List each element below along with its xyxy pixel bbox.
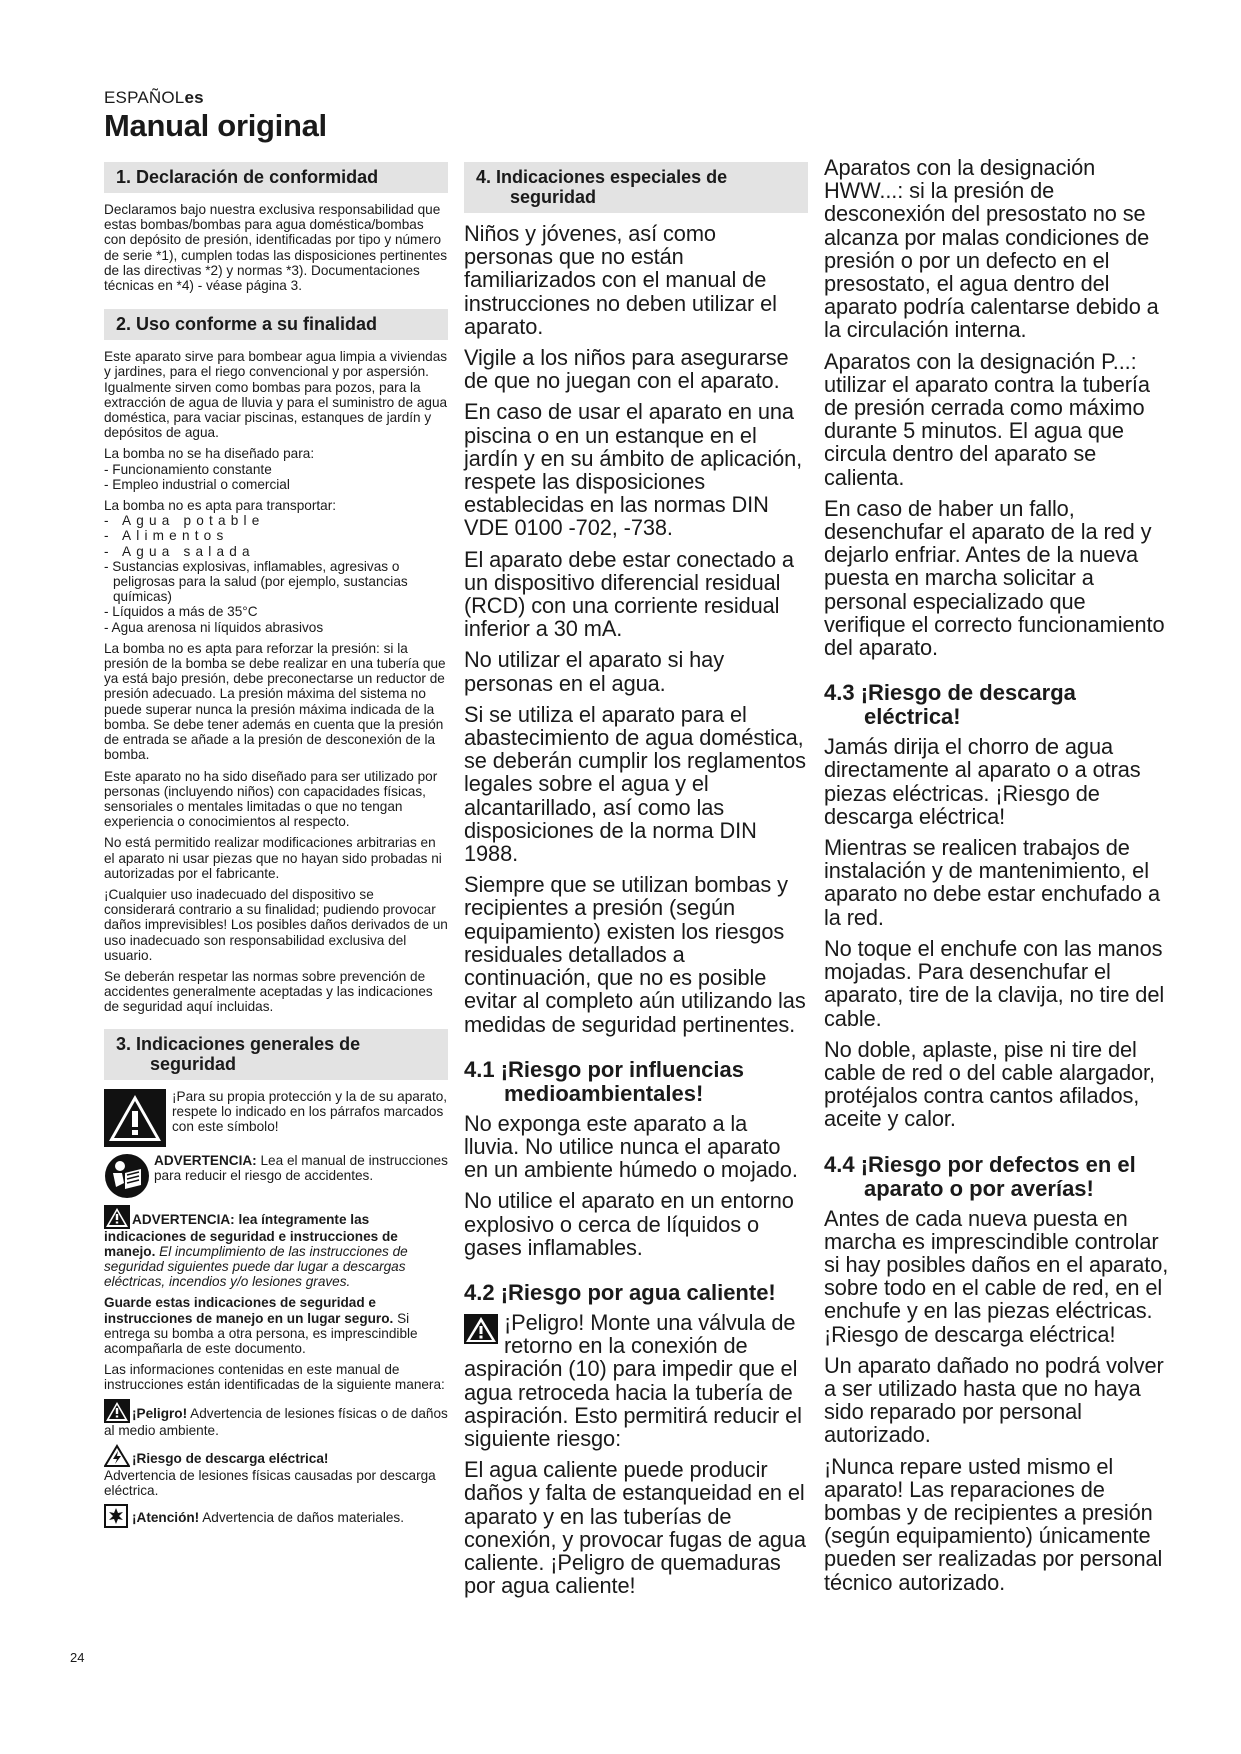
heading-line: seguridad: [150, 1053, 237, 1074]
paragraph: No utilice el aparato en un entorno explosivo o cerca de líquidos o gases inflamables.: [464, 1188, 794, 1260]
info-marking-text: Las informaciones contenidas en este manual de instrucciones están identificadas de la siguiente manera:: [104, 1362, 445, 1393]
heading-line: 4. Indicaciones especiales de: [476, 167, 728, 187]
paragraph: Aparatos con la designación P...: utilizar el aparato contra la tubería de presión cerrada como máximo durante 5 minutos. El agua que circula dentro del aparato se calienta.: [824, 348, 1150, 490]
heading-line: 4.3 ¡Riesgo de descarga: [824, 680, 1076, 706]
persons-text: Este aparato no ha sido diseñado para ser utilizado por personas (incluyendo niños) con capacidades físicas, sensoriales o mentales limitadas o que no tengan experiencia o conocimientos al respecto.: [104, 768, 438, 830]
heading-line: 4.4 ¡Riesgo por defectos en el: [824, 1151, 1136, 1177]
heading-line: medioambientales!: [504, 1080, 704, 1106]
list-item-continued: peligrosas para la salud (por ejemplo, sustancias químicas): [113, 574, 408, 605]
column-1: [104, 162, 448, 1534]
paragraph: Mientras se realicen trabajos de instalación y de mantenimiento, el aparato no debe estar enchufado a la red.: [824, 835, 1161, 930]
advertencia-full-text: [104, 1205, 448, 1290]
section-3-heading: [104, 1029, 448, 1080]
danger-triangle-icon: [104, 1399, 130, 1423]
heading-line: 3. Indicaciones generales de: [116, 1033, 361, 1054]
descarga-text: Advertencia de lesiones físicas causadas por descarga eléctrica.: [104, 1467, 436, 1498]
list-item: - Funcionamiento constante: [104, 461, 272, 477]
peligro-legend: [104, 1399, 448, 1438]
paragraph: Vigile a los niños para asegurarse de que no juegan con el aparato.: [464, 345, 789, 394]
advertencia-label: ADVERTENCIA:: [154, 1152, 257, 1168]
paragraph: Si se utiliza el aparato para el abastecimiento de agua doméstica, se deberán cumplir los reglamentos legales sobre el agua y el alcantarillado, así como las disposiciones de la norma DIN 1988.: [464, 701, 806, 867]
list-item: - Agua salada: [104, 543, 255, 559]
read-manual-icon: [104, 1153, 150, 1199]
declaration-text: Declaramos bajo nuestra exclusiva responsabilidad que estas bombas/bombas para agua doméstica/bombas con depósito de presión, identificadas por tipo y número de serie *1), cumplen todas las disposiciones pertinentes de las directivas *2) y normas *3). Documentaciones técnicas en *4) - véase página 3.: [104, 202, 448, 294]
list-item: - Líquidos a más de 35°C: [104, 604, 258, 620]
improper-use-text: ¡Cualquier uso inadecuado del dispositivo se considerará contrario a su finalidad; pudiendo provocar daños imprevisibles! Los posibles daños derivados de un uso inadecuado son responsabilidad exclusiva del usuario.: [104, 886, 448, 963]
advertencia-text: Lea el manual de instrucciones para reducir el riesgo de accidentes.: [154, 1152, 448, 1183]
peligro-text: Advertencia de lesiones físicas o de daños al medio ambiente.: [104, 1405, 448, 1438]
heading-line: 4.1 ¡Riesgo por influencias: [464, 1056, 744, 1082]
advertencia-bold: ADVERTENCIA: lea íntegramente las indicaciones de seguridad e instrucciones de manejo.: [104, 1211, 398, 1259]
section-4-4-heading: [824, 1153, 1169, 1201]
keep-bold: Guarde estas indicaciones de seguridad e instrucciones de manejo en un lugar seguro.: [104, 1295, 394, 1326]
electric-shock-icon: [104, 1444, 130, 1468]
atencion-text: Advertencia de daños materiales.: [199, 1510, 405, 1526]
warning-triangle-icon: [104, 1205, 130, 1229]
not-designed-list: [104, 446, 448, 492]
language-code: es: [184, 88, 204, 107]
paragraph: Jamás dirija el chorro de agua directamente al aparato o a otras piezas eléctricas. ¡Riesgo de descarga eléctrica!: [824, 734, 1141, 829]
paragraph: No exponga este aparato a la lluvia. No utilice nunca el aparato en un ambiente húmedo o mojado.: [464, 1110, 798, 1183]
paragraph: No doble, aplaste, pise ni tire del cable de red o del cable alargador, protéjalos contra cantos afilados, aceite y calor.: [824, 1036, 1155, 1132]
paragraph: Aparatos con la designación HWW...: si la presión de desconexión del presostato no se alcanza por malas condiciones de presión o por un defecto en el presostato, el agua dentro del aparato podría calentarse debido a la circulación interna.: [824, 155, 1159, 343]
list-intro: La bomba no es apta para transportar:: [104, 498, 336, 514]
warning-triangle-icon: [104, 1089, 166, 1147]
danger-triangle-icon: [464, 1314, 498, 1344]
language-name: ESPAÑOL: [104, 88, 185, 107]
section-2-heading: 2. Uso conforme a su finalidad: [104, 309, 448, 340]
read-manual-text: [154, 1153, 448, 1183]
atencion-legend: [104, 1504, 448, 1528]
modifications-text: No está permitido realizar modificaciones arbitrarias en el aparato ni usar piezas que no hayan sido probadas ni autorizadas por el fabricante.: [104, 835, 442, 881]
keep-instructions-text: [104, 1295, 448, 1356]
page-title: Manual original: [104, 108, 327, 143]
not-suitable-list: [104, 498, 448, 635]
paragraph: Siempre que se utilizan bombas y recipientes a presión (según equipamiento) existen los riesgos residuales detallados a continuación, que no es posible evitar al completo aún utilizando las medidas de seguridad pertinentes.: [464, 872, 806, 1037]
paragraph: Niños y jóvenes, así como personas que no están familiarizados con el manual de instrucciones no deben utilizar el aparato.: [464, 221, 777, 339]
paragraph: El aparato debe estar conectado a un dispositivo diferencial residual (RCD) con una corriente residual inferior a 30 mA.: [464, 546, 794, 642]
intended-use-text: Este aparato sirve para bombear agua limpia a viviendas y jardines, para el riego convencional y por aspersión. Igualmente sirven como bombas para pozos, para la extracción de agua de lluvia y para el suministro de agua doméstica, para vaciar piscinas, estanques de jardín y depósitos de agua.: [104, 349, 448, 441]
section-4-heading: [464, 162, 808, 213]
column-2: [464, 162, 808, 1605]
paragraph: No toque el enchufe con las manos mojadas. Para desenchufar el aparato, tire de la clavija, no tire del cable.: [824, 935, 1165, 1031]
read-manual-row: [104, 1153, 448, 1199]
paragraph: En caso de usar el aparato en una piscina o en un estanque en el jardín y en su ámbito de aplicación, respete las disposiciones establecidas en las normas DIN VDE 0100 -702, -738.: [464, 399, 803, 541]
descarga-label: ¡Riesgo de descarga eléctrica!: [132, 1450, 329, 1466]
warning-symbol-row: [104, 1089, 448, 1147]
list-intro: La bomba no se ha diseñado para:: [104, 446, 315, 462]
descarga-legend: [104, 1444, 448, 1498]
paragraph: Antes de cada nueva puesta en marcha es imprescindible controlar si hay posibles daños en el aparato, sobre todo en el cable de red, en el enchufe y en las piezas eléctricas. ¡Riesgo de descarga eléctrica!: [824, 1205, 1169, 1347]
heading-line: eléctrica!: [864, 704, 961, 730]
keep-text: Si entrega su bomba a otra persona, es imprescindible acompañarla de este documento.: [104, 1310, 418, 1356]
advertencia-italic: El incumplimiento de las instrucciones de seguridad siguientes puede dar lugar a descargas eléctricas, incendios y/o lesiones graves.: [104, 1243, 408, 1290]
paragraph: ¡Nunca repare usted mismo el aparato! Las reparaciones de bombas y de recipientes a presión (según equipamiento) únicamente pueden ser realizadas por personal técnico autorizado.: [824, 1453, 1163, 1595]
section-4-2-heading: 4.2 ¡Riesgo por agua caliente!: [464, 1279, 776, 1305]
heading-line: aparato o por averías!: [864, 1175, 1094, 1201]
list-item: - Sustancias explosivas, inflamables, agresivas o: [104, 558, 400, 574]
paragraph-text: ¡Peligro! Monte una válvula de retorno en la conexión de aspiración (10) para impedir que el agua retroceda hacia la tubería de aspiración. Esto permitirá reducir el siguiente riesgo:: [464, 1309, 802, 1451]
peligro-label: ¡Peligro!: [132, 1405, 188, 1421]
list-item: - Agua potable: [104, 513, 265, 529]
section-4-3-heading: [824, 681, 1169, 729]
accident-prevention-text: Se deberán respetar las normas sobre prevención de accidentes generalmente aceptadas y las indicaciones de seguridad aquí incluidas.: [104, 968, 433, 1015]
column-3: [824, 156, 1169, 1602]
paragraph: El agua caliente puede producir daños y falta de estanqueidad en el aparato y en las tuberías de conexión, y provocar fugas de agua caliente. ¡Peligro de quemaduras por agua caliente!: [464, 1457, 806, 1599]
paragraph: Un aparato dañado no podrá volver a ser utilizado hasta que no haya sido reparado por personal autorizado.: [824, 1352, 1164, 1448]
section-4-1-heading: [464, 1058, 808, 1106]
page-number: 24: [70, 1650, 85, 1665]
atencion-label: ¡Atención!: [132, 1510, 200, 1526]
paragraph: [464, 1311, 808, 1450]
warning-symbol-text: ¡Para su propia protección y la de su aparato, respete lo indicado en los párrafos marcados con este símbolo!: [172, 1088, 448, 1134]
list-item: - Empleo industrial o comercial: [104, 476, 290, 492]
list-item: - Agua arenosa ni líquidos abrasivos: [104, 619, 324, 635]
paragraph: En caso de haber un fallo, desenchufar el aparato de la red y dejarlo enfriar. Antes de la nueva puesta en marcha solicitar a personal especializado que verifique el correcto funcionamiento del aparato.: [824, 495, 1165, 661]
paragraph: No utilizar el aparato si hay personas en el agua.: [464, 647, 725, 696]
heading-line: seguridad: [510, 187, 597, 207]
pressure-text: La bomba no es apta para reforzar la presión: si la presión de la bomba se debe realizar en una tubería que ya está bajo presión, debe preconectarse un reductor de presión adecuado. La presión máxima del sistema no puede superar nunca la presión máxima indicada de la bomba. Se debe tener además en cuenta que la presión de entrada se añade a la presión de desconexión de la bomba.: [104, 640, 446, 763]
language-label: [104, 88, 204, 108]
list-item: - Alimentos: [104, 528, 229, 544]
material-damage-icon: [104, 1504, 128, 1528]
section-1-heading: 1. Declaración de conformidad: [104, 162, 448, 193]
